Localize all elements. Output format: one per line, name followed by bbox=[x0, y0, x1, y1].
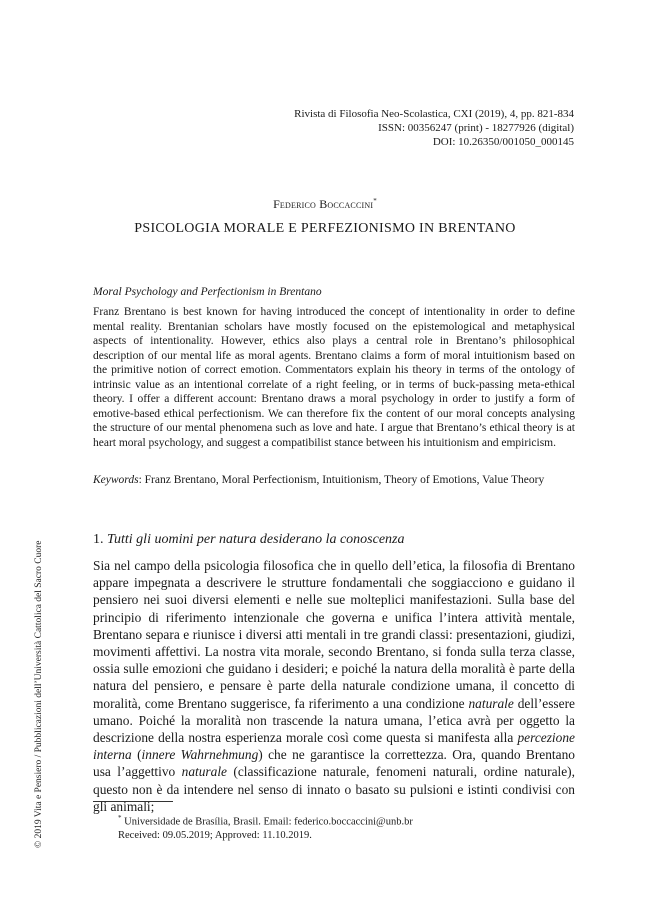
journal-issn: ISSN: 00356247 (print) - 18277926 (digital) bbox=[378, 122, 574, 134]
body-emphasis: naturale bbox=[468, 695, 514, 711]
body-emphasis: percezione interna bbox=[93, 730, 575, 763]
journal-citation: Rivista di Filosofia Neo-Scolastica, CXI (2019), 4, pp. 821-834 bbox=[294, 108, 574, 120]
received-dates: Received: 09.05.2019; Approved: 11.10.2019. bbox=[118, 830, 312, 841]
keywords-list: : Franz Brentano, Moral Perfectionism, Intuitionism, Theory of Emotions, Value Theory bbox=[138, 474, 545, 486]
body-text: Sia nel campo della psicologia filosofica che in quello dell’etica, la filosofia di Brentano appare impegnata a descrivere le strutture fondamentali che soggiacciono e guidano il pensiero nei suoi diversi elementi e nelle sue molteplici manifestazioni. Sulla base del principio di riferimento intenzionale che governa e unifica l’intera attività mentale, Brentano separa e riunisce i diversi atti mentali in tre grandi classi: presentazioni, giudizi, movimenti affettivi. La nostra vita morale, secondo Brentano, si fonda sulla terza classe, ossia sulle emozioni che guidano i desideri; e poiché la natura della moralità è parte della natura del pensiero, e pensare è parte della naturale condizione umana, il concetto di moralità, come Brentano suggerisce, fa riferimento a una condizione bbox=[93, 558, 575, 711]
author-line bbox=[0, 197, 650, 212]
body-text: ( bbox=[131, 747, 142, 763]
body-emphasis: innere Wahrnehmung bbox=[141, 747, 259, 763]
abstract: Franz Brentano is best known for having introduced the concept of intentionality in order to define mental reality. Brentanian scholars have mostly focused on the epistemological and metaphysical aspects of intentionality. However, ethics also plays a central role in Brentano’s philosophical description of our mental life as moral agents. Brentano claims a form of moral intuitionism based on the primitive notion of correct emotion. Commentators explain his theory in terms of the ontology of intrinsic value as an intentional correlate of a right feeling, or in terms of buck-passing meta-ethical theory. I offer a different account: Brentano draws a moral psychology in order to justify a form of emotive-based ethical perfectionism. We can therefore fix the content of our moral concepts analysing the structure of our mental phenomena such as love and hate. I argue that Brentano’s ethical theory is at heart moral psychology, and suggest a compatibilist stance between his intuitionism and empiricism. bbox=[93, 306, 575, 449]
body-text: (classificazione naturale, fenomeni naturali, ordine naturale), questo non è da intendere nel senso di innato o basato su pulsioni e istinti condivisi con gli animali; bbox=[93, 764, 575, 814]
keywords bbox=[93, 473, 575, 488]
body-text: ) che ne garantisce la correttezza. Ora, quando Brentano usa l’aggettivo bbox=[93, 747, 575, 780]
footnote-marker: * bbox=[118, 814, 122, 822]
author-footnote-marker: * bbox=[373, 197, 377, 205]
section-heading bbox=[93, 532, 405, 548]
article-title: PSICOLOGIA MORALE E PERFEZIONISMO IN BRENTANO bbox=[134, 221, 516, 236]
footnote-divider bbox=[93, 801, 173, 802]
english-title: Moral Psychology and Perfectionism in Brentano bbox=[93, 286, 322, 298]
journal-header bbox=[254, 107, 574, 149]
section-number: 1. bbox=[93, 532, 104, 547]
author-name: Federico Boccaccini bbox=[273, 197, 374, 211]
author-affiliation: Universidade de Brasília, Brasil. Email: federico.boccaccini@unb.br bbox=[124, 816, 413, 828]
copyright-sidebar: © 2019 Vita e Pensiero / Pubblicazioni dell’Università Cattolica del Sacro Cuore bbox=[34, 540, 44, 848]
footnote bbox=[118, 812, 578, 843]
body-emphasis: naturale bbox=[181, 764, 228, 780]
keywords-label: Keywords bbox=[93, 474, 139, 486]
section-title: Tutti gli uomini per natura desiderano la conoscenza bbox=[107, 532, 405, 547]
body-text: dell’essere umano. Poiché la moralità non trascende la natura umana, l’etica avrà per oggetto la descrizione della nostra esperienza morale così come questa si manifesta alla bbox=[93, 695, 575, 746]
journal-doi: DOI: 10.26350/001050_000145 bbox=[432, 136, 574, 148]
body-paragraph bbox=[93, 557, 575, 815]
